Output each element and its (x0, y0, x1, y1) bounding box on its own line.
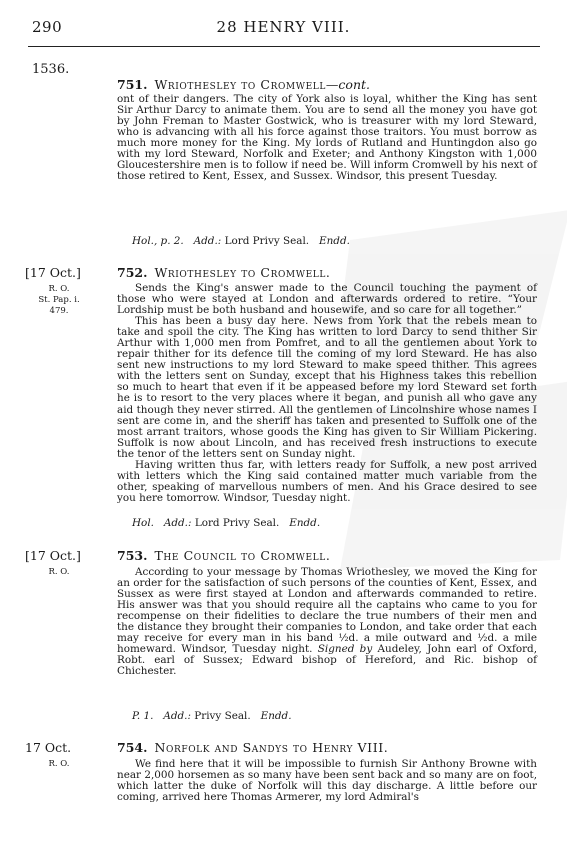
entry-753-margin-date: [17 Oct.] (25, 548, 81, 563)
entry-754-body (117, 759, 537, 803)
entry-752-note-addressee: Lord Privy Seal. (194, 517, 280, 529)
entry-754-title: Norfolk and Sandys to Henry VIII. (154, 740, 389, 755)
entry-753-note-endd: Endd. (260, 710, 292, 722)
entry-752-note-add: Add.: (163, 517, 192, 529)
entry-751-note-hol: Hol., p. 2. (132, 235, 184, 247)
entry-752-body (117, 283, 537, 504)
entry-751-paragraph: ont of their dangers. The city of York also is loyal, whither the King has sent Sir Arthur Darcy to animate them. You are to send all the money you have got by John Freman to Master Gostwick, who is treasurer with my lord Steward, who is advancing with all his force against those traitors. You must borrow as much more money for the King. My lords of Rutland and Huntingdon also go with my lord Steward, Norfolk and Exeter; and Anthony Kingston with 1,000 Gloucestershire men is to follow if need be. Will inform Cromwell by his next of those retired to Kent, Essex, and Sussex. Windsor, this present Tuesday. (117, 93, 537, 183)
entry-753-ref-line1: R. O. (48, 567, 70, 577)
entry-752-paragraph-2: This has been a busy day here. News from York that the rebels mean to take and spoil the city. The King has written to lord Darcy to send thither Sir Arthur with 1,000 men from Pomfret, and to all the gentlemen about York to repair thither for its defence till the coming of my lord Steward. He has also sent new instructions to my lord Steward to make speed thither. This agrees with the letters sent on Sunday, except that his Highness takes this rebellion so much to heart that even if it be appeased before my lord Steward set forth he is to resort to the very places where it began, and punish all who gave any aid though they never stirred. All the gentlemen of Lincolnshire whose names I sent are come in, and the sheriff has taken and presented to Suffolk one of the most arrant traitors, whose goods the King has given to Sir William Pickering. Suffolk is now about Lincoln, and has received fresh instructions to execute the tenor of the letters sent on Sunday night. (117, 315, 537, 460)
entry-751-cont: —cont. (325, 77, 370, 92)
entry-754-number: 754. (117, 740, 148, 755)
entry-752-ref-line2: St. Pap. i. (38, 295, 80, 305)
entry-754-margin-date: 17 Oct. (25, 740, 72, 755)
header-rule (28, 46, 540, 47)
entry-753-main-text: According to your message by Thomas Wriothesley, we moved the King for an order for the satisfaction of such persons of the counties of Kent, Essex, and Sussex as were first stayed at London and afterwards commanded to retire. His answer was that you should require all the captains who came to you for recompense on their fidelities to declare the true numbers of their men and the distance they brought their companies to London, and take order that each may receive for every man in his band ½d. a mile outward and ½d. a mile homeward. Windsor, Tuesday night. (117, 566, 537, 656)
entry-753-body (117, 567, 537, 677)
entry-752-margin-ref (30, 284, 88, 317)
entry-754-heading (117, 740, 388, 755)
entry-752-paragraph-1: Sends the King's answer made to the Council touching the payment of those who were stayed at London and afterwards ordered to retire. “Your Lordship must be both husband and housewife, and so care for all together.” (117, 282, 537, 317)
entry-754-paragraph: We find here that it will be impossible to furnish Sir Anthony Browne with near 2,000 horsemen as so many have been sent back and so many are on foot, which latter the duke of Norfolk will this day discharge. A little before our coming, arrived here Thomas Armerer, my lord Admiral's (117, 758, 537, 804)
entry-752-note-endd: Endd. (289, 517, 321, 529)
entry-752-ref-line3: 479. (49, 306, 69, 316)
entry-753-note (132, 710, 292, 722)
entry-753-signed-label: Signed by (317, 643, 373, 656)
entry-751-heading (117, 77, 370, 92)
entry-751-note (132, 235, 350, 247)
entry-752-title: Wriothesley to Cromwell. (154, 265, 331, 280)
entry-753-paragraph (117, 567, 537, 677)
entry-751-title: Wriothesley to Cromwell (154, 77, 326, 92)
year-marker: 1536. (32, 62, 70, 77)
entry-752-number: 752. (117, 265, 148, 280)
entry-753-title: The Council to Cromwell. (154, 548, 331, 563)
entry-753-note-add: Add.: (163, 710, 191, 722)
entry-752-paragraph-3: Having written thus far, with letters ready for Suffolk, a new post arrived with letters which the King said contained matter much variable from the other, speaking of marvellous numbers of men. And his Grace desired to see you here tomorrow. Windsor, Tuesday night. (117, 458, 537, 504)
entry-754-margin-ref (30, 759, 88, 770)
page-number: 290 (32, 18, 63, 36)
entry-751-body (117, 94, 537, 182)
running-title: 28 HENRY VIII. (216, 18, 351, 36)
entry-752-note-hol: Hol. (132, 517, 154, 529)
entry-753-number: 753. (117, 548, 148, 563)
entry-754-ref-line1: R. O. (48, 759, 70, 769)
entry-753-signatories: Audeley, John earl of Oxford, Robt. earl of Sussex; Edward bishop of Hereford, and Ric. bishop of Chichester. (117, 643, 538, 678)
entry-751-note-endd: Endd. (319, 235, 350, 247)
entry-753-margin-ref (30, 567, 88, 578)
entry-751-number: 751. (117, 77, 148, 92)
entry-753-note-p: P. 1. (132, 710, 154, 722)
entry-751-note-addressee: Lord Privy Seal. (224, 235, 310, 247)
entry-753-note-addressee: Privy Seal. (194, 710, 251, 722)
entry-751-note-add: Add.: (193, 235, 222, 247)
entry-752-margin-date: [17 Oct.] (25, 265, 81, 280)
entry-752-note (132, 517, 320, 529)
entry-752-heading (117, 265, 331, 280)
entry-753-heading (117, 548, 330, 563)
entry-752-ref-line1: R. O. (48, 284, 70, 294)
